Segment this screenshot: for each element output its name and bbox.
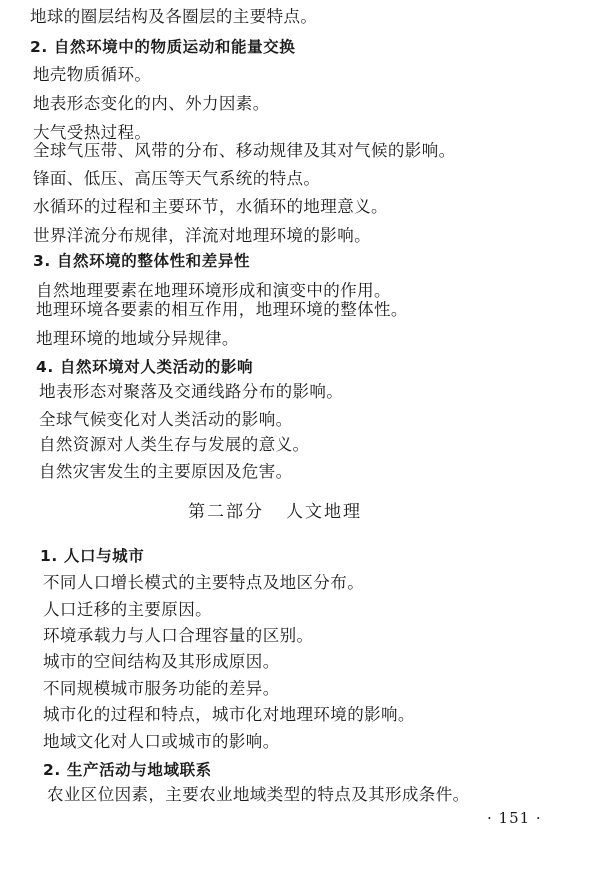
list-item: 大气受热过程。 xyxy=(33,123,152,142)
section-heading: 2. 自然环境中的物质运动和能量交换 xyxy=(30,38,296,56)
list-item: 地壳物质循环。 xyxy=(33,65,152,84)
list-item: 不同规模城市服务功能的差异。 xyxy=(43,679,280,698)
part-title-number: 第二部分 xyxy=(188,502,264,522)
list-item: 城市化的过程和特点，城市化对地理环境的影响。 xyxy=(43,705,415,724)
list-item: 自然资源对人类生存与发展的意义。 xyxy=(39,435,310,454)
list-item: 环境承载力与人口合理容量的区别。 xyxy=(43,626,314,645)
list-item: 地表形态变化的内、外力因素。 xyxy=(33,94,270,113)
list-item: 城市的空间结构及其形成原因。 xyxy=(43,652,280,671)
list-item: 不同人口增长模式的主要特点及地区分布。 xyxy=(43,573,365,592)
page-number: · 151 · xyxy=(487,809,542,827)
list-item: 自然地理要素在地理环境形成和演变中的作用。 xyxy=(36,281,391,300)
section-heading: 2. 生产活动与地域联系 xyxy=(43,761,212,779)
list-item: 农业区位因素，主要农业地域类型的特点及其形成条件。 xyxy=(47,785,470,804)
list-item: 锋面、低压、高压等天气系统的特点。 xyxy=(33,169,321,188)
list-item: 地理环境的地域分异规律。 xyxy=(36,329,239,348)
list-item: 全球气压带、风带的分布、移动规律及其对气候的影响。 xyxy=(33,141,456,160)
section-heading: 4. 自然环境对人类活动的影响 xyxy=(36,358,254,376)
section-heading: 1. 人口与城市 xyxy=(40,547,145,565)
list-item: 世界洋流分布规律，洋流对地理环境的影响。 xyxy=(33,226,371,245)
list-item: 地表形态对聚落及交通线路分布的影响。 xyxy=(39,382,344,401)
section-heading: 3. 自然环境的整体性和差异性 xyxy=(33,252,251,270)
list-item: 地理环境各要素的相互作用，地理环境的整体性。 xyxy=(36,300,408,319)
part-title xyxy=(188,500,362,524)
intro-line: 地球的圈层结构及各圈层的主要特点。 xyxy=(30,7,318,26)
part-title-name: 人文地理 xyxy=(286,502,362,522)
list-item: 地域文化对人口或城市的影响。 xyxy=(43,732,280,751)
list-item: 全球气候变化对人类活动的影响。 xyxy=(39,410,293,429)
list-item: 水循环的过程和主要环节，水循环的地理意义。 xyxy=(33,197,388,216)
list-item: 自然灾害发生的主要原因及危害。 xyxy=(39,462,293,481)
list-item: 人口迁移的主要原因。 xyxy=(43,600,212,619)
